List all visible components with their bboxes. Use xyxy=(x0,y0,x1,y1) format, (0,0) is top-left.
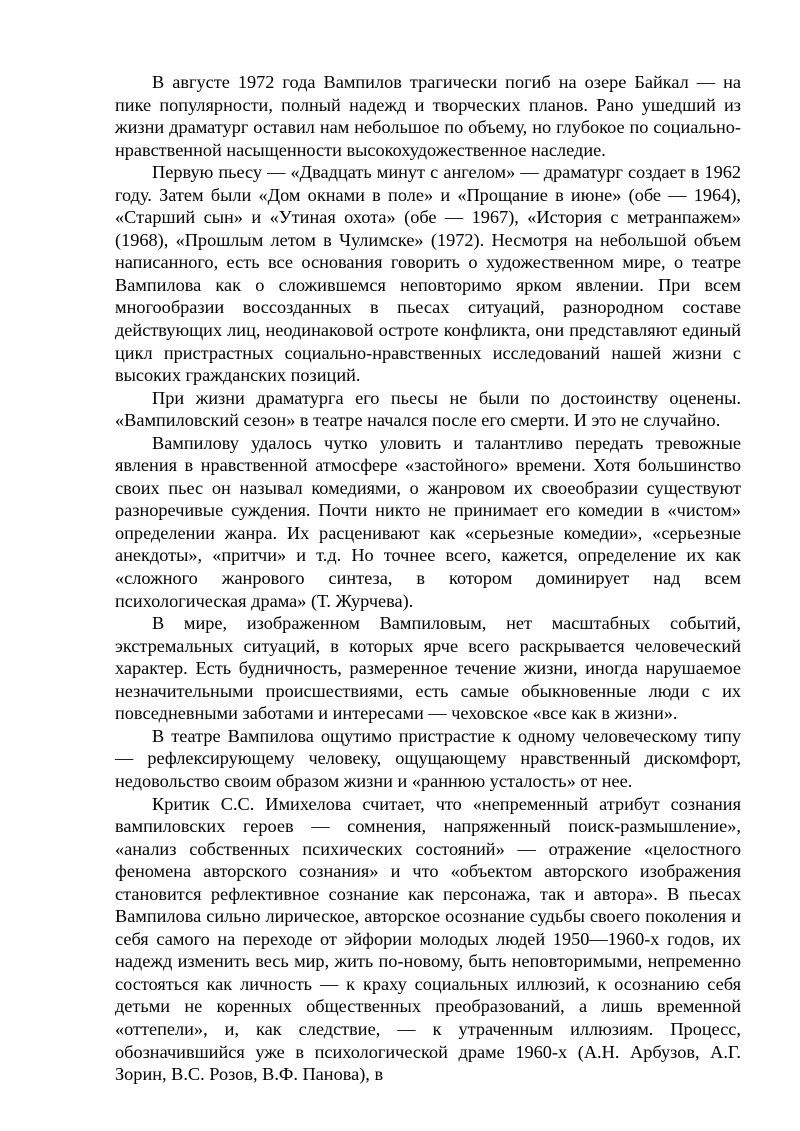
paragraph-5: В мире, изображенном Вампиловым, нет масштабных событий, экстремальных ситуаций, в которых ярче всего раскрывается человеческий характер. Есть будничность, размеренное течение жизни, иногда нарушаемое незначительными происшествиями, есть самые обыкновенные люди с их повседневными заботами и интересами — чеховское «все как в жизни». xyxy=(115,613,741,724)
paragraph-7: Критик С.С. Имихелова считает, что «непременный атрибут сознания вампиловских героев — сомнения, напряженный поиск-размышление», «анализ собственных психических состояний» — отражение «целостного феномена авторского сознания» и что «объектом авторского изображения становится рефлективное сознание как персонажа, так и автора». В пьесах Вампилова сильно лирическое, авторское осознание судьбы своего поколения и себя самого на переходе от эйфории молодых людей 1950—1960-х годов, их надежд изменить весь мир, жить по-новому, быть неповторимыми, непременно состояться как личность — к краху социальных иллюзий, к осознанию себя детьми не коренных общественных преобразований, а лишь временной «оттепели», и, как следствие, — к утраченным иллюзиям. Процесс, обозначившийся уже в психологической драме 1960-х (А.Н. Арбузов, А.Г. Зорин, В.С. Розов, В.Ф. Панова), в xyxy=(115,793,741,1085)
paragraph-2: Первую пьесу — «Двадцать минут с ангелом» — драматург создает в 1962 году. Затем были «Дом окнами в поле» и «Прощание в июне» (обе — 1964), «Старший сын» и «Утиная охота» (обе — 1967), «История с метранпажем» (1968), «Прошлым летом в Чулимске» (1972). Несмотря на небольшой объем написанного, есть все основания говорить о художественном мире, о театре Вампилова как о сложившемся неповторимо ярком явлении. При всем многообразии воссозданных в пьесах ситуаций, разнородном составе действующих лиц, неодинаковой остроте конфликта, они представляют единый цикл пристрастных социально-нравственных исследований нашей жизни с высоких гражданских позиций. xyxy=(115,162,741,386)
paragraph-3: При жизни драматурга его пьесы не были по достоинству оценены. «Вампиловский сезон» в театре начался после его смерти. И это не случайно. xyxy=(115,387,741,431)
paragraph-6: В театре Вампилова ощутимо пристрастие к одному человеческому типу — рефлексирующему человеку, ощущающему нравственный дискомфорт, недовольство своим образом жизни и «раннюю усталость» от нее. xyxy=(115,725,741,791)
paragraph-4: Вампилову удалось чутко уловить и талантливо передать тревожные явления в нравственной атмосфере «застойного» времени. Хотя большинство своих пьес он называл комедиями, о жанровом их своеобразии существуют разноречивые суждения. Почти никто не принимает его комедии в «чистом» определении жанра. Их расценивают как «серьезные комедии», «серьезные анекдоты», «притчи» и т.д. Но точнее всего, кажется, определение их как «сложного жанрового синтеза, в котором доминирует над всем психологическая драма» (Т. Журчева). xyxy=(115,432,741,611)
document-page xyxy=(115,71,741,1086)
paragraph-1: В августе 1972 года Вампилов трагически погиб на озере Байкал — на пике популярности, полный надежд и творческих планов. Рано ушедший из жизни драматург оставил нам небольшое по объему, но глубокое по социально-нравственной насыщенности высокохудожественное наследие. xyxy=(115,72,741,160)
